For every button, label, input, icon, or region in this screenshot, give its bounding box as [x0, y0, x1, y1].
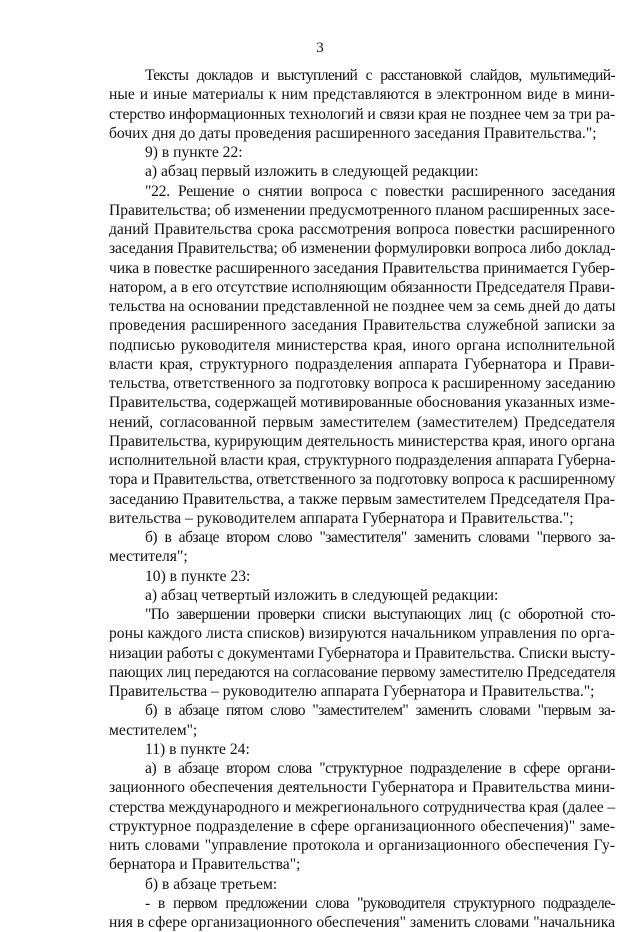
- text-line: зационного обеспечения деятельности Губернатора и Правительства мини-: [109, 779, 615, 797]
- text-line: заседанию Правительства, а также первым заместителем Председателя Пра-: [109, 490, 615, 508]
- text-line: местителя";: [109, 548, 188, 566]
- text-line: 10) в пункте 23:: [145, 567, 251, 585]
- text-line: Правительства, содержащей мотивированные обоснования указанных изме-: [109, 394, 615, 412]
- paragraph: [109, 759, 615, 875]
- text-line: чика в повестке расширенного заседания Правительства принимается Губер-: [109, 259, 615, 277]
- text-line: бочих дня до даты проведения расширенного заседания Правительства.";: [109, 124, 597, 142]
- text-line: Правительства, курирующим деятельность министерства края, иного органа: [109, 432, 616, 450]
- text-line: 9) в пункте 22:: [145, 144, 243, 161]
- text-line: Правительства – руководителю аппарата Губернатора и Правительства.";: [109, 683, 595, 700]
- text-line: "По завершении проверки списки выступающих лиц (с оборотной сто-: [145, 606, 615, 623]
- page-number: 3: [316, 40, 324, 56]
- text-line: даний Правительства срока рассмотрения вопроса повестки расширенного: [109, 221, 615, 238]
- text-line: Правительства; об изменении предусмотренного планом расширенных засе-: [109, 201, 615, 219]
- text-line: бернатора и Правительства";: [109, 856, 301, 874]
- text-line: стерства международного и межрегионального сотрудничества края (далее –: [109, 798, 616, 816]
- text-line: б) в абзаце пятом слово "заместителем" заменить словами "первым за-: [145, 702, 615, 720]
- text-line: исполнительной власти края, структурного подразделения аппарата Губерна-: [109, 452, 616, 469]
- text-line: нений, согласованной первым заместителем (заместителем) Председателя: [109, 413, 615, 431]
- paragraph: [109, 701, 615, 740]
- text-line: нить словами "управление протокола и организационного обеспечения Гу-: [109, 837, 615, 854]
- text-line: 11) в пункте 24:: [145, 740, 250, 758]
- text-line: а) абзац четвертый изложить в следующей редакции:: [145, 586, 499, 604]
- text-line: "22. Решение о снятии вопроса с повестки расширенного заседания: [145, 182, 615, 200]
- text-line: Тексты докладов и выступлений с расстановкой слайдов, мультимедий-: [145, 67, 615, 84]
- paragraph: [109, 567, 615, 586]
- paragraph: [109, 740, 615, 759]
- text-line: тора и Правительства, ответственного за подготовку вопроса к расширенному: [109, 471, 616, 489]
- paragraph: [109, 162, 615, 181]
- paragraph: [109, 182, 615, 529]
- text-line: структурное подразделение в сфере организационного обеспечения)" заме-: [109, 817, 615, 835]
- paragraph: [109, 875, 615, 894]
- paragraph: [109, 143, 615, 162]
- text-line: б) в абзаце третьем:: [145, 875, 278, 893]
- text-line: заседания Правительства; об изменении формулировки вопроса либо доклад-: [109, 240, 616, 258]
- text-line: ния в сфере организационного обеспечения" заменить словами "начальника: [109, 914, 615, 931]
- text-line: - в первом предложении слова "руководителя структурного подразделе-: [145, 894, 615, 912]
- text-line: тельства, ответственного за подготовку вопроса к расширенному заседанию: [109, 375, 616, 392]
- text-line: подписью руководителя министерства края, иного органа исполнительной: [109, 336, 615, 354]
- text-line: натором, а в его отсутствие исполняющим обязанности Председателя Прави-: [109, 278, 615, 296]
- text-line: стерство информационных технологий и связи края не позднее чем за три ра-: [109, 105, 616, 123]
- paragraph: [109, 894, 615, 932]
- text-line: а) абзац первый изложить в следующей редакции:: [145, 163, 479, 181]
- text-line: тельства на основании представленной не позднее чем за семь дней до даты: [109, 298, 616, 315]
- text-line: вительства – руководителем аппарата Губернатора и Правительства.";: [109, 509, 574, 527]
- text-line: б) в абзаце втором слово "заместителя" заменить словами "первого за-: [145, 529, 615, 546]
- text-line: пающих лиц передаются на согласование первому заместителю Председателя: [109, 663, 616, 681]
- paragraph: [109, 66, 615, 143]
- paragraph: [109, 586, 615, 605]
- text-line: а) в абзаце втором слова "структурное подразделение в сфере органи-: [145, 760, 615, 777]
- text-line: местителем";: [109, 721, 198, 739]
- document-body: [109, 66, 615, 932]
- text-line: роны каждого листа списков) визируются начальником управления по орга-: [109, 625, 615, 643]
- paragraph: [109, 605, 615, 701]
- paragraph: [109, 528, 615, 567]
- text-line: проведения расширенного заседания Правительства служебной записки за: [109, 317, 615, 335]
- text-line: ные и иные материалы к ним представляются в электронном виде в мини-: [109, 86, 615, 104]
- text-line: низации работы с документами Губернатора и Правительства. Списки высту-: [109, 644, 615, 662]
- text-line: власти края, структурного подразделения аппарата Губернатора и Прави-: [109, 355, 615, 373]
